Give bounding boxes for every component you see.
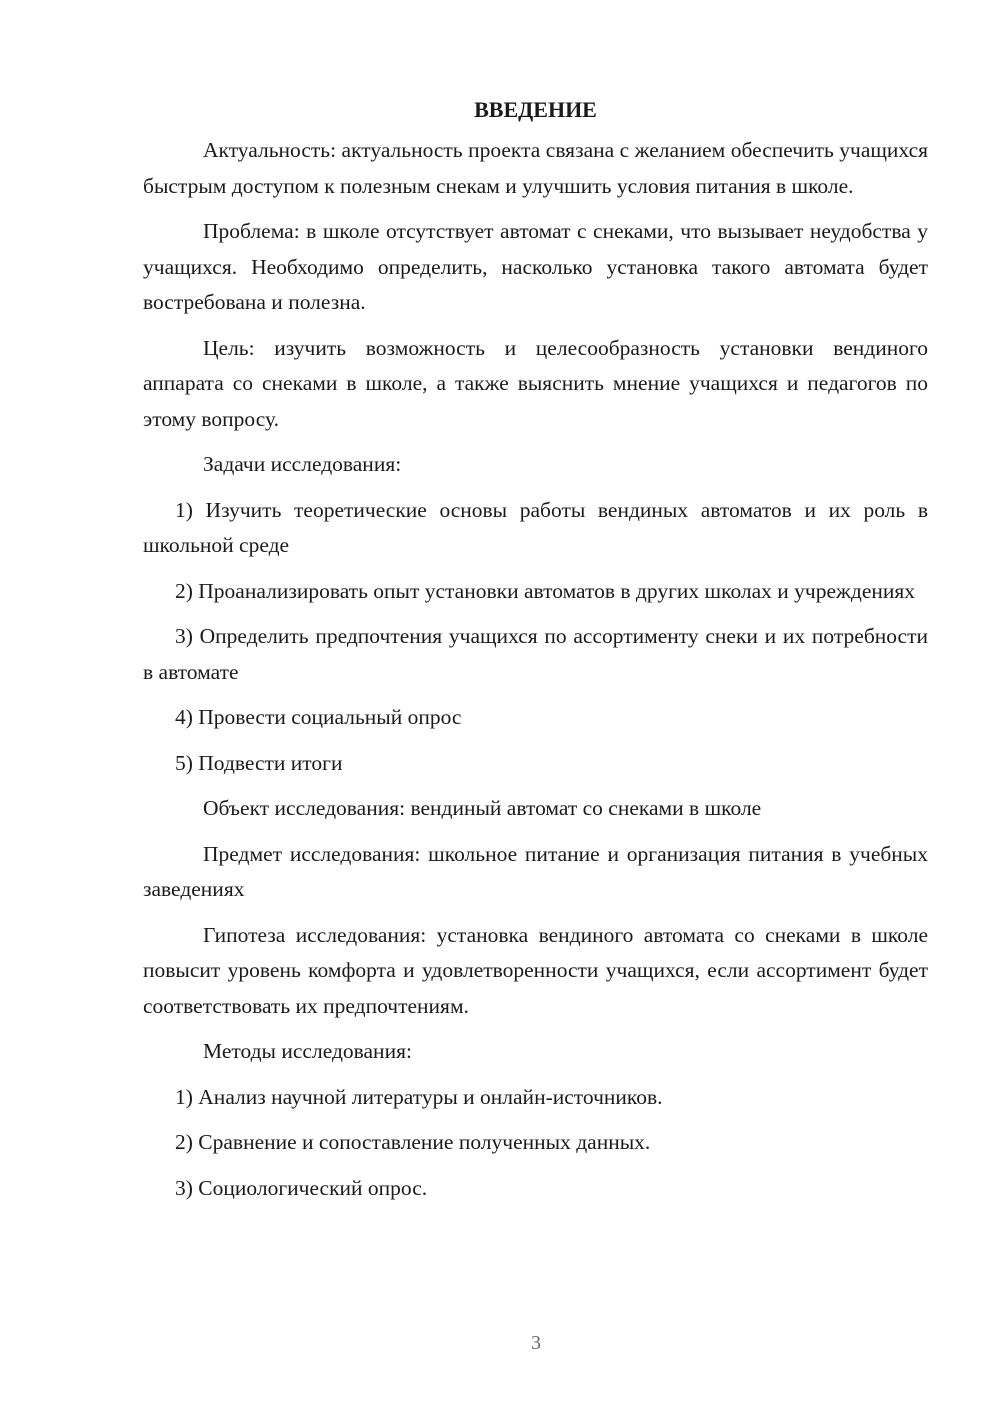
method-item: 3) Социологический опрос.	[175, 1175, 428, 1200]
methods-heading: Методы исследования:	[203, 1039, 412, 1063]
hypothesis-paragraph: Гипотеза исследования: установка вендиного автомата со снеками в школе повысит уровень комфорта и удовлетворенности учащихся, если ассортимент будет соответствовать их предпочтениям.	[143, 922, 928, 1018]
method-item: 2) Сравнение и сопоставление полученных данных.	[175, 1130, 651, 1154]
goal-paragraph: Цель: изучить возможность и целесообразность установки вендиного аппарата со снеками в школе, а также выяснить мнение учащихся и педагогов по этому вопросу.	[143, 335, 928, 431]
page-number: 3	[531, 1332, 541, 1354]
task-item: 2) Проанализировать опыт установки автоматов в других школах и учреждениях	[175, 578, 916, 603]
subject-paragraph: Предмет исследования: школьное питание и организация питания в учебных заведениях	[143, 841, 928, 901]
document-page	[143, 92, 928, 1216]
task-item: 1) Изучить теоретические основы работы вендиных автоматов и их роль в школьной среде	[143, 497, 928, 557]
tasks-heading: Задачи исследования:	[203, 452, 402, 476]
object-paragraph: Объект исследования: вендиный автомат со снеками в школе	[203, 796, 762, 820]
method-item: 1) Анализ научной литературы и онлайн-источников.	[175, 1084, 663, 1109]
problem-paragraph: Проблема: в школе отсутствует автомат с снеками, что вызывает неудобства у учащихся. Необходимо определить, насколько установка такого автомата будет востребована и полезна.	[143, 219, 928, 314]
task-item: 3) Определить предпочтения учащихся по ассортименту снеки и их потребности в автомате	[143, 624, 928, 684]
task-item: 4) Провести социальный опрос	[175, 705, 462, 729]
task-item: 5) Подвести итоги	[175, 750, 343, 775]
page-title: ВВЕДЕНИЕ	[474, 97, 597, 122]
relevance-paragraph: Актуальность: актуальность проекта связана с желанием обеспечить учащихся быстрым доступом к полезным снекам и улучшить условия питания в школе.	[143, 138, 928, 198]
